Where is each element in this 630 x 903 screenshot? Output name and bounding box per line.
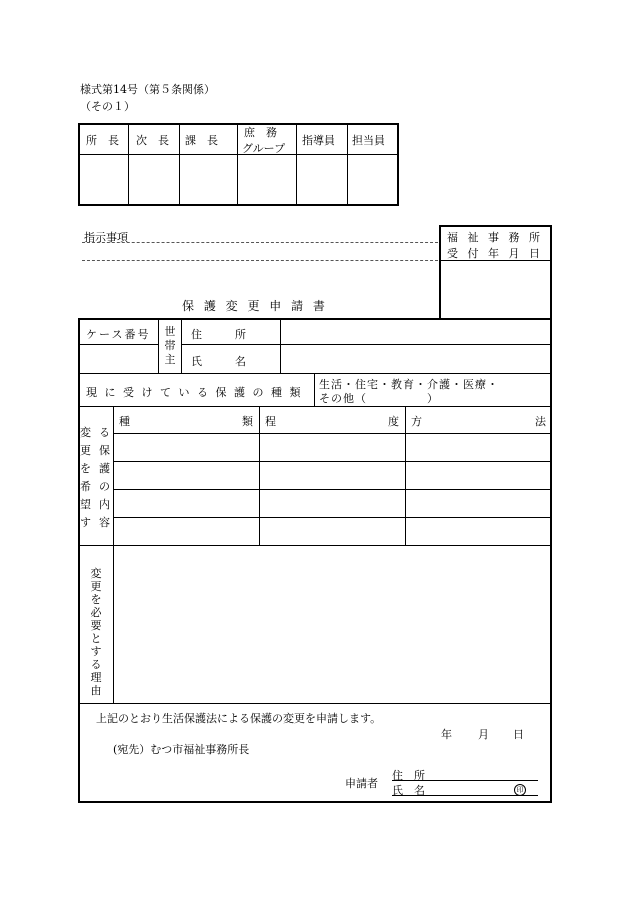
col-degree-a: 程 — [265, 415, 276, 428]
current-protection-options-1: 生活・住宅・教育・介護・医療・ — [319, 378, 499, 391]
address-field[interactable] — [282, 320, 550, 343]
applicant-name-label: 氏 名 — [392, 784, 425, 797]
col-type-a: 種 — [119, 415, 130, 428]
instruction-line-1[interactable] — [82, 242, 438, 243]
form-number: 様式第14号（第５条関係） — [80, 83, 215, 96]
col-method-a: 方 — [411, 415, 422, 428]
approval-head-general-affairs: 庶 務 — [244, 126, 277, 139]
applicant-address-line[interactable] — [392, 780, 538, 781]
form-title: 保 護 変 更 申 請 書 — [182, 299, 328, 313]
applicant-label: 申請者 — [345, 777, 378, 790]
approval-head-section-chief: 課 長 — [185, 134, 218, 147]
instruction-label: 指示事項 — [84, 231, 128, 244]
reason-field[interactable] — [115, 547, 550, 702]
approval-head-director: 所 長 — [86, 134, 119, 147]
approval-head-instructor: 指導員 — [302, 134, 335, 147]
current-protection-label: 現 に 受 け て い る 保 護 の 種 類 — [86, 386, 303, 399]
form-sub-number: （その１） — [80, 100, 135, 113]
approval-head-caseworker: 担当員 — [352, 134, 385, 147]
current-protection-options-2: その他（ ） — [319, 392, 439, 405]
case-number-label: ケース番号 — [86, 328, 151, 341]
approval-head-deputy: 次 長 — [136, 134, 169, 147]
address-label: 住 所 — [191, 328, 246, 341]
reception-date-label: 受 付 年 月 日 — [447, 247, 543, 260]
date-year: 年 — [441, 728, 452, 741]
household-head-label: 世帯主 — [164, 325, 176, 366]
date-month: 月 — [478, 728, 489, 741]
date-day: 日 — [513, 728, 524, 741]
reason-label: 変更を必要とする理由 — [90, 567, 102, 697]
instruction-line-2[interactable] — [82, 260, 438, 261]
case-number-field[interactable] — [80, 346, 157, 372]
office-label: 福 祉 事 務 所 — [447, 231, 543, 244]
col-method-b: 法 — [535, 415, 546, 428]
applicant-address-label: 住 所 — [392, 769, 425, 782]
desired-content-label: 変 る 更 保 を 護 希 の 望 内 す 容 — [80, 426, 110, 529]
col-degree-b: 度 — [388, 415, 399, 428]
statement-text: 上記のとおり生活保護法による保護の変更を申請します。 — [96, 712, 382, 725]
name-field[interactable] — [282, 346, 550, 372]
addressee: (宛先）むつ市福祉事務所長 — [113, 743, 250, 756]
approval-head-group: グループ — [242, 142, 286, 155]
name-label: 氏 名 — [191, 355, 246, 368]
col-type-b: 類 — [242, 415, 253, 428]
seal-icon: 印 — [514, 782, 526, 796]
